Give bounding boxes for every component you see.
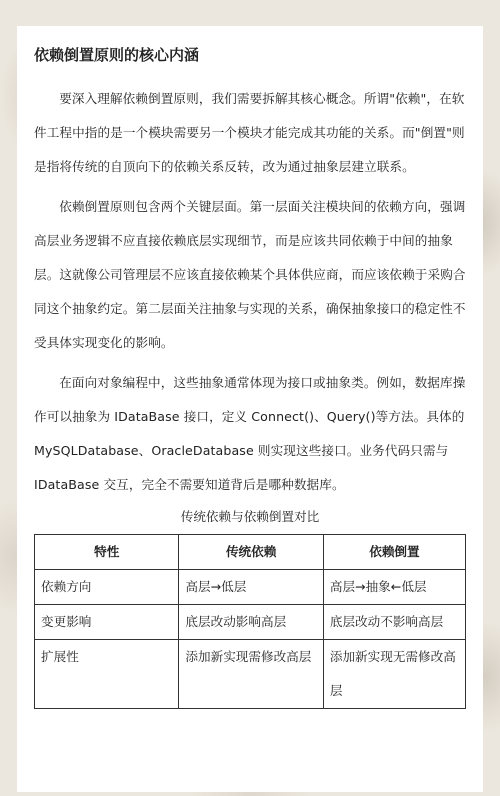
- table-cell: 底层改动影响高层: [179, 605, 323, 640]
- table-cell: 依赖方向: [35, 570, 179, 605]
- table-row: [35, 640, 466, 709]
- header-traditional: 传统依赖: [179, 535, 323, 570]
- paragraph-1: 要深入理解依赖倒置原则，我们需要拆解其核心概念。所谓"依赖"，在软件工程中指的是一个模块需要另一个模块才能完成其功能的关系。而"倒置"则是指将传统的自顶向下的依赖关系反转，改为通过抽象层建立联系。: [34, 91, 465, 174]
- document-page: [17, 26, 483, 792]
- table-cell: 扩展性: [35, 640, 179, 709]
- table-header-row: [35, 535, 466, 570]
- table-cell: 底层改动不影响高层: [323, 605, 465, 640]
- paragraph-3: 在面向对象编程中，这些抽象通常体现为接口或抽象类。例如，数据库操作可以抽象为 IDataBase 接口，定义 Connect()、Query()等方法。具体的 MySQLDatabase、OracleDatabase 则实现这些接口。业务代码只需与 IDataBase 交互，完全不需要知道背后是哪种数据库。: [34, 375, 466, 492]
- table-cell: 添加新实现无需修改高层: [323, 640, 465, 709]
- table-cell: 变更影响: [35, 605, 179, 640]
- table-cell: 添加新实现需修改高层: [179, 640, 323, 709]
- table-cell: 高层→抽象←低层: [323, 570, 465, 605]
- table-row: [35, 570, 466, 605]
- document-title: 依赖倒置原则的核心内涵: [34, 46, 200, 64]
- paragraph-2: 依赖倒置原则包含两个关键层面。第一层面关注模块间的依赖方向，强调高层业务逻辑不应直接依赖底层实现细节，而是应该共同依赖于中间的抽象层。这就像公司管理层不应该直接依赖某个具体供应商，而应该依赖于采购合同这个抽象约定。第二层面关注抽象与实现的关系，确保抽象接口的稳定性不受具体实现变化的影响。: [34, 199, 466, 350]
- comparison-table: [34, 534, 466, 709]
- table-cell: 高层→低层: [179, 570, 323, 605]
- table-row: [35, 605, 466, 640]
- header-feature: 特性: [35, 535, 179, 570]
- header-inversion: 依赖倒置: [323, 535, 465, 570]
- table-caption: 传统依赖与依赖倒置对比: [180, 509, 320, 524]
